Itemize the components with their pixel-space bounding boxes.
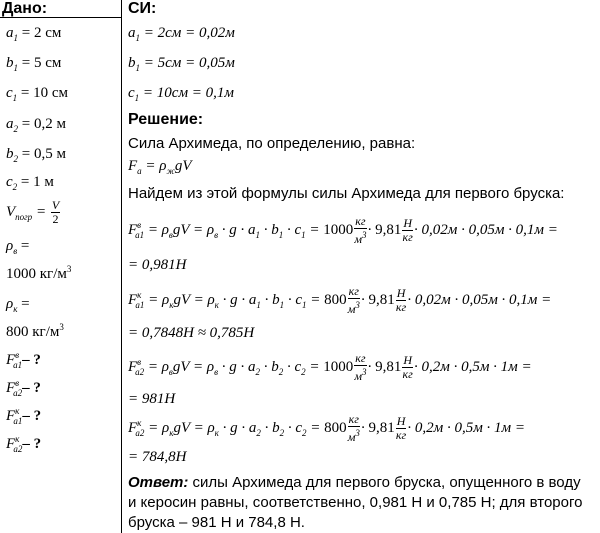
given-b1: $b_1 = 5$ см (6, 55, 62, 73)
given-rho-water-value: 1000 $кг/м^3$ (6, 264, 72, 282)
equation-fa1-kerosene: $F^к_{a1} = \rho_кgV = \rho_к \cdot g \cdot a_1 \cdot b_1 \cdot c_1 = 800$ кг $м^3$ · 9,81 Н кг · 0,02м · 0,05м · 0,1м = (128, 284, 552, 316)
given-c2: $c_2 = 1$ м (6, 174, 54, 192)
answer-text: силы Архимеда для первого бруска, опущенного в воду и керосин равны, соответственно, 0,981 Н и 0,785 Н; для второго бруска – 981 Н и 784,8 Н. (128, 474, 583, 531)
archimedes-formula: $F_a = \rho_жgV$ (128, 158, 192, 176)
equation-fa2-water: $F^в_{a2} = \rho_вgV = \rho_в \cdot g \cdot a_2 \cdot b_2 \cdot c_2 = 1000$ кг $м^3$ · 9,81 Н кг · 0,2м · 0,5м · 1м = (128, 351, 532, 383)
si-header: СИ: (128, 0, 157, 17)
archimedes-definition: Сила Архимеда, по определению, равна: (128, 135, 416, 152)
given-rho-kerosene-value: 800 $кг/м^3$ (6, 322, 64, 340)
si-b1: $b_1 = 5см = 0,05м$ (128, 55, 235, 73)
answer-paragraph (128, 473, 593, 533)
given-v-submerged: $V_{погр}$ = $\frac{V}{2}$ (6, 198, 60, 226)
given-column (0, 0, 120, 533)
column-divider (121, 0, 122, 533)
given-find-fa1w: $F^в_{a1}-$ ? (6, 350, 41, 370)
given-b2: $b_2 = 0,5$ м (6, 146, 66, 164)
si-a1: $a_1 = 2см = 0,02м$ (128, 25, 235, 43)
given-c1: $c_1 = 10$ см (6, 85, 69, 103)
result-fa2-water: = 981Н (128, 391, 176, 407)
given-header: Дано: (2, 0, 48, 17)
given-find-fa1k: $F^к_{a1}-$ ? (6, 406, 42, 426)
equation-fa2-kerosene: $F^к_{a2} = \rho_кgV = \rho_к \cdot g \cdot a_2 \cdot b_2 \cdot c_2 = 800$ кг $м^3$ · 9,81 Н кг · 0,2м · 0,5м · 1м = (128, 412, 525, 444)
equation-fa1-water: $F^в_{a1} = \rho_вgV = \rho_в \cdot g \cdot a_1 \cdot b_1 \cdot c_1 = 1000$ кг $м^3$ · 9,81 Н кг · 0,02м · 0,05м · 0,1м = (128, 214, 558, 246)
given-rho-kerosene: $\rho_к$ = (6, 296, 30, 314)
find-first-bar: Найдем из этой формулы силы Архимеда для первого бруска: (128, 185, 565, 202)
given-find-fa2k: $F^к_{a2}-$ ? (6, 434, 42, 454)
given-a2: $a_2 = 0,2$ м (6, 116, 66, 134)
solution-header: Решение: (128, 111, 204, 128)
answer-label: Ответ: (128, 474, 189, 491)
given-find-fa2w: $F^в_{a2}-$ ? (6, 378, 41, 398)
given-rho-water: $\rho_в$ = (6, 238, 30, 256)
given-a1: $a_1 = 2$ см (6, 25, 62, 43)
result-fa1-water: = 0,981Н (128, 257, 187, 273)
result-fa1-kerosene: = 0,7848Н ≈ 0,785Н (128, 325, 255, 341)
header-underline (0, 17, 121, 18)
result-fa2-kerosene: = 784,8Н (128, 449, 187, 465)
si-c1: $c_1 = 10см = 0,1м$ (128, 85, 234, 103)
solution-column (128, 0, 598, 533)
